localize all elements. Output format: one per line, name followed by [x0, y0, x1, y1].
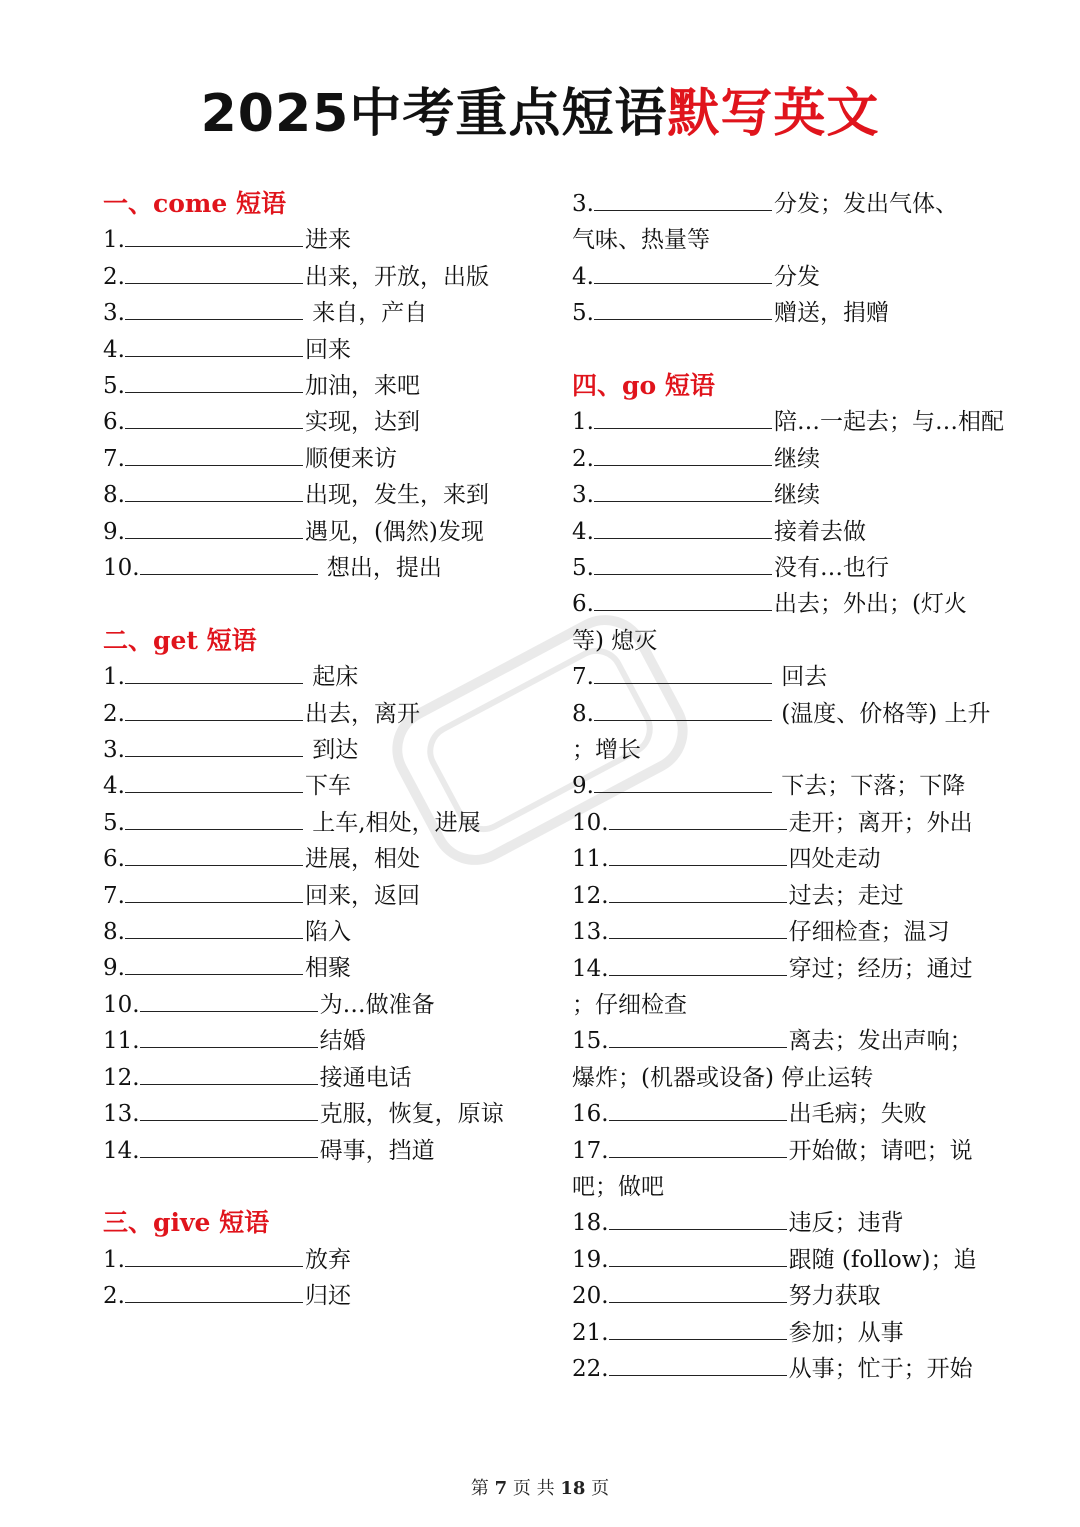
footer-page-number: 7 — [494, 1478, 508, 1499]
exercise-item — [572, 477, 1032, 513]
item-number: 8. — [103, 919, 125, 946]
exercise-item — [572, 1133, 1032, 1169]
exercise-item — [572, 768, 1032, 804]
item-meaning: 陷入 — [304, 919, 351, 946]
exercise-item — [103, 368, 543, 404]
item-meaning: 接通电话 — [319, 1064, 412, 1091]
section-spacer — [103, 1169, 543, 1205]
exercise-item — [103, 222, 543, 258]
item-number: 3. — [103, 300, 125, 327]
right-column — [572, 186, 1032, 1387]
exercise-item — [103, 477, 543, 513]
answer-blank[interactable] — [609, 1353, 787, 1376]
answer-blank[interactable] — [125, 1280, 303, 1303]
answer-blank[interactable] — [594, 588, 772, 611]
exercise-item — [103, 1060, 543, 1096]
item-meaning: 走开；离开；外出 — [788, 809, 973, 836]
item-number: 6. — [572, 591, 594, 618]
answer-blank[interactable] — [594, 770, 772, 793]
item-meaning: 归还 — [304, 1283, 351, 1310]
exercise-item — [572, 659, 1032, 695]
section-heading: 一、come 短语 — [103, 189, 286, 218]
item-number: 9. — [572, 773, 594, 800]
item-number: 3. — [103, 737, 125, 764]
exercise-item — [572, 441, 1032, 477]
answer-blank[interactable] — [594, 188, 772, 211]
item-meaning: 没有…也行 — [773, 555, 889, 582]
exercise-item — [103, 950, 543, 986]
exercise-item — [572, 1096, 1032, 1132]
answer-blank[interactable] — [609, 1207, 787, 1230]
answer-blank[interactable] — [594, 297, 772, 320]
exercise-item — [572, 514, 1032, 550]
item-number: 10. — [572, 809, 609, 836]
item-meaning: 实现，达到 — [304, 409, 420, 436]
item-meaning: 赠送，捐赠 — [773, 300, 889, 327]
item-meaning: 继续 — [773, 482, 820, 509]
item-meaning: 加油，来吧 — [304, 373, 420, 400]
item-meaning: 碍事，挡道 — [319, 1137, 435, 1164]
answer-blank[interactable] — [609, 1317, 787, 1340]
answer-blank[interactable] — [609, 953, 787, 976]
item-number: 9. — [103, 518, 125, 545]
exercise-item — [103, 404, 543, 440]
answer-blank[interactable] — [125, 261, 303, 284]
item-meaning: 出去；外出；(灯火 — [773, 591, 967, 618]
answer-blank[interactable] — [125, 224, 303, 247]
item-meaning: 上车,相处，进展 — [304, 809, 481, 836]
item-number: 2. — [103, 263, 125, 290]
item-number: 5. — [572, 300, 594, 327]
answer-blank[interactable] — [594, 552, 772, 575]
answer-blank[interactable] — [125, 1244, 303, 1267]
answer-blank[interactable] — [609, 1280, 787, 1303]
item-number: 4. — [103, 336, 125, 363]
section-heading: 四、go 短语 — [572, 371, 715, 401]
item-number: 15. — [572, 1028, 609, 1055]
item-number: 5. — [103, 373, 125, 400]
item-meaning: 违反；违背 — [788, 1210, 904, 1237]
exercise-item — [572, 1023, 1032, 1059]
exercise-item — [572, 404, 1032, 440]
answer-blank[interactable] — [609, 1098, 787, 1121]
exercise-item — [572, 1242, 1032, 1278]
item-number: 14. — [103, 1137, 140, 1164]
exercise-item — [103, 1023, 543, 1059]
answer-blank[interactable] — [125, 952, 303, 975]
answer-blank[interactable] — [609, 807, 787, 830]
item-number: 10. — [103, 991, 140, 1018]
exercise-item — [103, 878, 543, 914]
item-meaning: 接着去做 — [773, 518, 866, 545]
item-meaning-continued: 气味、热量等 — [572, 227, 710, 254]
answer-blank[interactable] — [125, 843, 303, 866]
exercise-item — [103, 259, 543, 295]
item-meaning: 下去；下落；下降 — [773, 773, 966, 800]
item-number: 6. — [103, 846, 125, 873]
exercise-item — [103, 295, 543, 331]
item-meaning: 跟随 (follow)；追 — [788, 1246, 977, 1273]
left-column — [103, 186, 543, 1315]
exercise-item — [103, 805, 543, 841]
exercise-item — [572, 696, 1032, 732]
page-footer — [0, 1474, 1080, 1500]
exercise-item — [572, 550, 1032, 586]
item-meaning: 出去，离开 — [304, 700, 420, 727]
item-number: 8. — [103, 482, 125, 509]
exercise-item — [103, 768, 543, 804]
item-number: 6. — [103, 409, 125, 436]
item-meaning: 回去 — [773, 664, 828, 691]
answer-blank[interactable] — [594, 479, 772, 502]
item-meaning: 顺便来访 — [304, 445, 397, 472]
item-number: 7. — [572, 664, 594, 691]
item-meaning: 穿过；经历；通过 — [788, 955, 973, 982]
title-black: 2025中考重点短语 — [200, 84, 668, 144]
exercise-item — [572, 841, 1032, 877]
section-heading: 三、give 短语 — [103, 1208, 270, 1238]
answer-blank[interactable] — [609, 1135, 787, 1158]
item-number: 22. — [572, 1355, 609, 1382]
section-spacer — [572, 332, 1032, 368]
item-meaning: 相聚 — [304, 955, 351, 982]
item-number: 8. — [572, 700, 594, 727]
answer-blank[interactable] — [140, 1062, 318, 1085]
exercise-item — [572, 259, 1032, 295]
answer-blank[interactable] — [594, 261, 772, 284]
item-number: 13. — [572, 919, 609, 946]
exercise-item — [103, 1242, 543, 1278]
item-number: 11. — [572, 846, 609, 873]
exercise-item — [572, 1315, 1032, 1351]
item-number: 4. — [572, 518, 594, 545]
item-meaning: 出来，开放，出版 — [304, 263, 489, 290]
footer-mid: 页 共 — [512, 1478, 555, 1499]
exercise-item — [103, 732, 543, 768]
exercise-item — [103, 841, 543, 877]
item-number: 12. — [103, 1064, 140, 1091]
item-number: 14. — [572, 955, 609, 982]
answer-blank[interactable] — [609, 880, 787, 903]
item-meaning: 分发；发出气体、 — [773, 191, 958, 217]
item-meaning: 继续 — [773, 445, 820, 472]
answer-blank[interactable] — [594, 443, 772, 466]
item-meaning-continued: ；增长 — [572, 737, 641, 764]
answer-blank[interactable] — [125, 734, 303, 757]
item-meaning-continued: ；仔细检查 — [572, 991, 687, 1018]
item-number: 2. — [572, 445, 594, 472]
item-number: 21. — [572, 1319, 609, 1346]
answer-blank[interactable] — [140, 1025, 318, 1048]
item-number: 9. — [103, 955, 125, 982]
item-meaning: 分发 — [773, 263, 820, 290]
item-number: 1. — [103, 664, 125, 691]
answer-blank[interactable] — [125, 297, 303, 320]
exercise-item — [103, 441, 543, 477]
item-meaning: 为…做准备 — [319, 991, 435, 1018]
exercise-item — [103, 514, 543, 550]
footer-prefix: 第 — [470, 1478, 489, 1499]
exercise-item — [103, 550, 543, 586]
exercise-item — [103, 696, 543, 732]
exercise-item — [572, 805, 1032, 841]
item-meaning: 回来，返回 — [304, 882, 420, 909]
exercise-item — [103, 1278, 543, 1314]
item-number: 10. — [103, 555, 140, 582]
section-heading: 二、get 短语 — [103, 625, 257, 655]
item-meaning: 回来 — [304, 336, 351, 363]
exercise-item — [572, 878, 1032, 914]
answer-blank[interactable] — [140, 989, 318, 1012]
item-number: 3. — [572, 482, 594, 509]
answer-blank[interactable] — [140, 1098, 318, 1121]
item-meaning: 进来 — [304, 227, 351, 254]
item-meaning: 仔细检查；温习 — [788, 919, 950, 946]
exercise-item — [103, 914, 543, 950]
answer-blank[interactable] — [609, 843, 787, 866]
answer-blank[interactable] — [125, 807, 303, 830]
item-number: 20. — [572, 1283, 609, 1310]
item-meaning-continued: 吧；做吧 — [572, 1173, 664, 1200]
item-number: 2. — [103, 1283, 125, 1310]
exercise-item — [572, 586, 1032, 622]
answer-blank[interactable] — [594, 698, 772, 721]
answer-blank[interactable] — [125, 406, 303, 429]
item-number: 11. — [103, 1028, 140, 1055]
item-number: 1. — [103, 1246, 125, 1273]
item-meaning: 起床 — [304, 664, 359, 691]
item-number: 2. — [103, 700, 125, 727]
item-meaning: 努力获取 — [788, 1283, 881, 1310]
section-spacer — [103, 586, 543, 622]
item-meaning: 下车 — [304, 773, 351, 800]
answer-blank[interactable] — [125, 661, 303, 684]
answer-blank[interactable] — [594, 516, 772, 539]
exercise-item — [572, 186, 1032, 222]
exercise-item — [103, 332, 543, 368]
item-number: 1. — [572, 409, 594, 436]
answer-blank[interactable] — [125, 479, 303, 502]
answer-blank[interactable] — [609, 1025, 787, 1048]
item-number: 19. — [572, 1246, 609, 1273]
answer-blank[interactable] — [125, 334, 303, 357]
item-number: 1. — [103, 227, 125, 254]
exercise-item — [572, 295, 1032, 331]
item-number: 13. — [103, 1101, 140, 1128]
item-meaning: 来自，产自 — [304, 300, 428, 327]
exercise-item — [572, 914, 1032, 950]
item-number: 4. — [103, 773, 125, 800]
item-meaning: 遇见，(偶然)发现 — [304, 518, 484, 545]
item-meaning: 结婚 — [319, 1028, 366, 1055]
answer-blank[interactable] — [125, 770, 303, 793]
item-number: 17. — [572, 1137, 609, 1164]
item-number: 18. — [572, 1210, 609, 1237]
exercise-item — [103, 659, 543, 695]
item-meaning: 放弃 — [304, 1246, 351, 1273]
answer-blank[interactable] — [125, 516, 303, 539]
title-red: 默写英文 — [667, 84, 880, 144]
exercise-item — [103, 1096, 543, 1132]
exercise-item — [572, 1278, 1032, 1314]
item-number: 12. — [572, 882, 609, 909]
item-number: 3. — [572, 191, 594, 217]
item-meaning: 离去；发出声响； — [788, 1028, 973, 1055]
answer-blank[interactable] — [594, 406, 772, 429]
answer-blank[interactable] — [140, 552, 318, 575]
item-meaning: 克服，恢复，原谅 — [319, 1101, 504, 1128]
item-meaning: 陪…一起去；与…相配 — [773, 409, 1004, 436]
exercise-item — [572, 1351, 1032, 1387]
item-meaning: 参加；从事 — [788, 1319, 904, 1346]
item-meaning: 出现，发生，来到 — [304, 482, 489, 509]
answer-blank[interactable] — [594, 661, 772, 684]
exercise-item — [572, 951, 1032, 987]
footer-suffix: 页 — [591, 1478, 610, 1499]
answer-blank[interactable] — [609, 1244, 787, 1267]
item-meaning-continued: 等) 熄灭 — [572, 627, 658, 654]
item-meaning-continued: 爆炸；(机器或设备) 停止运转 — [572, 1064, 874, 1091]
item-meaning: 开始做；请吧；说 — [788, 1137, 973, 1164]
item-number: 7. — [103, 882, 125, 909]
answer-blank[interactable] — [125, 698, 303, 721]
exercise-item — [103, 987, 543, 1023]
item-meaning: 从事；忙于；开始 — [788, 1355, 973, 1382]
item-number: 5. — [572, 555, 594, 582]
item-meaning: (温度、价格等) 上升 — [773, 700, 991, 727]
answer-blank[interactable] — [125, 370, 303, 393]
exercise-item — [103, 1133, 543, 1169]
answer-blank[interactable] — [125, 443, 303, 466]
answer-blank[interactable] — [125, 916, 303, 939]
page-title — [0, 78, 1080, 150]
answer-blank[interactable] — [125, 880, 303, 903]
item-meaning: 四处走动 — [788, 846, 881, 873]
answer-blank[interactable] — [140, 1135, 318, 1158]
item-number: 5. — [103, 809, 125, 836]
answer-blank[interactable] — [609, 916, 787, 939]
item-number: 16. — [572, 1101, 609, 1128]
item-meaning: 到达 — [304, 737, 359, 764]
item-meaning: 进展，相处 — [304, 846, 420, 873]
item-meaning: 想出，提出 — [319, 555, 442, 582]
footer-total-pages: 18 — [560, 1478, 586, 1499]
item-meaning: 过去；走过 — [788, 882, 904, 909]
exercise-item — [572, 1205, 1032, 1241]
item-meaning: 出毛病；失败 — [788, 1101, 927, 1128]
item-number: 7. — [103, 445, 125, 472]
item-number: 4. — [572, 263, 594, 290]
